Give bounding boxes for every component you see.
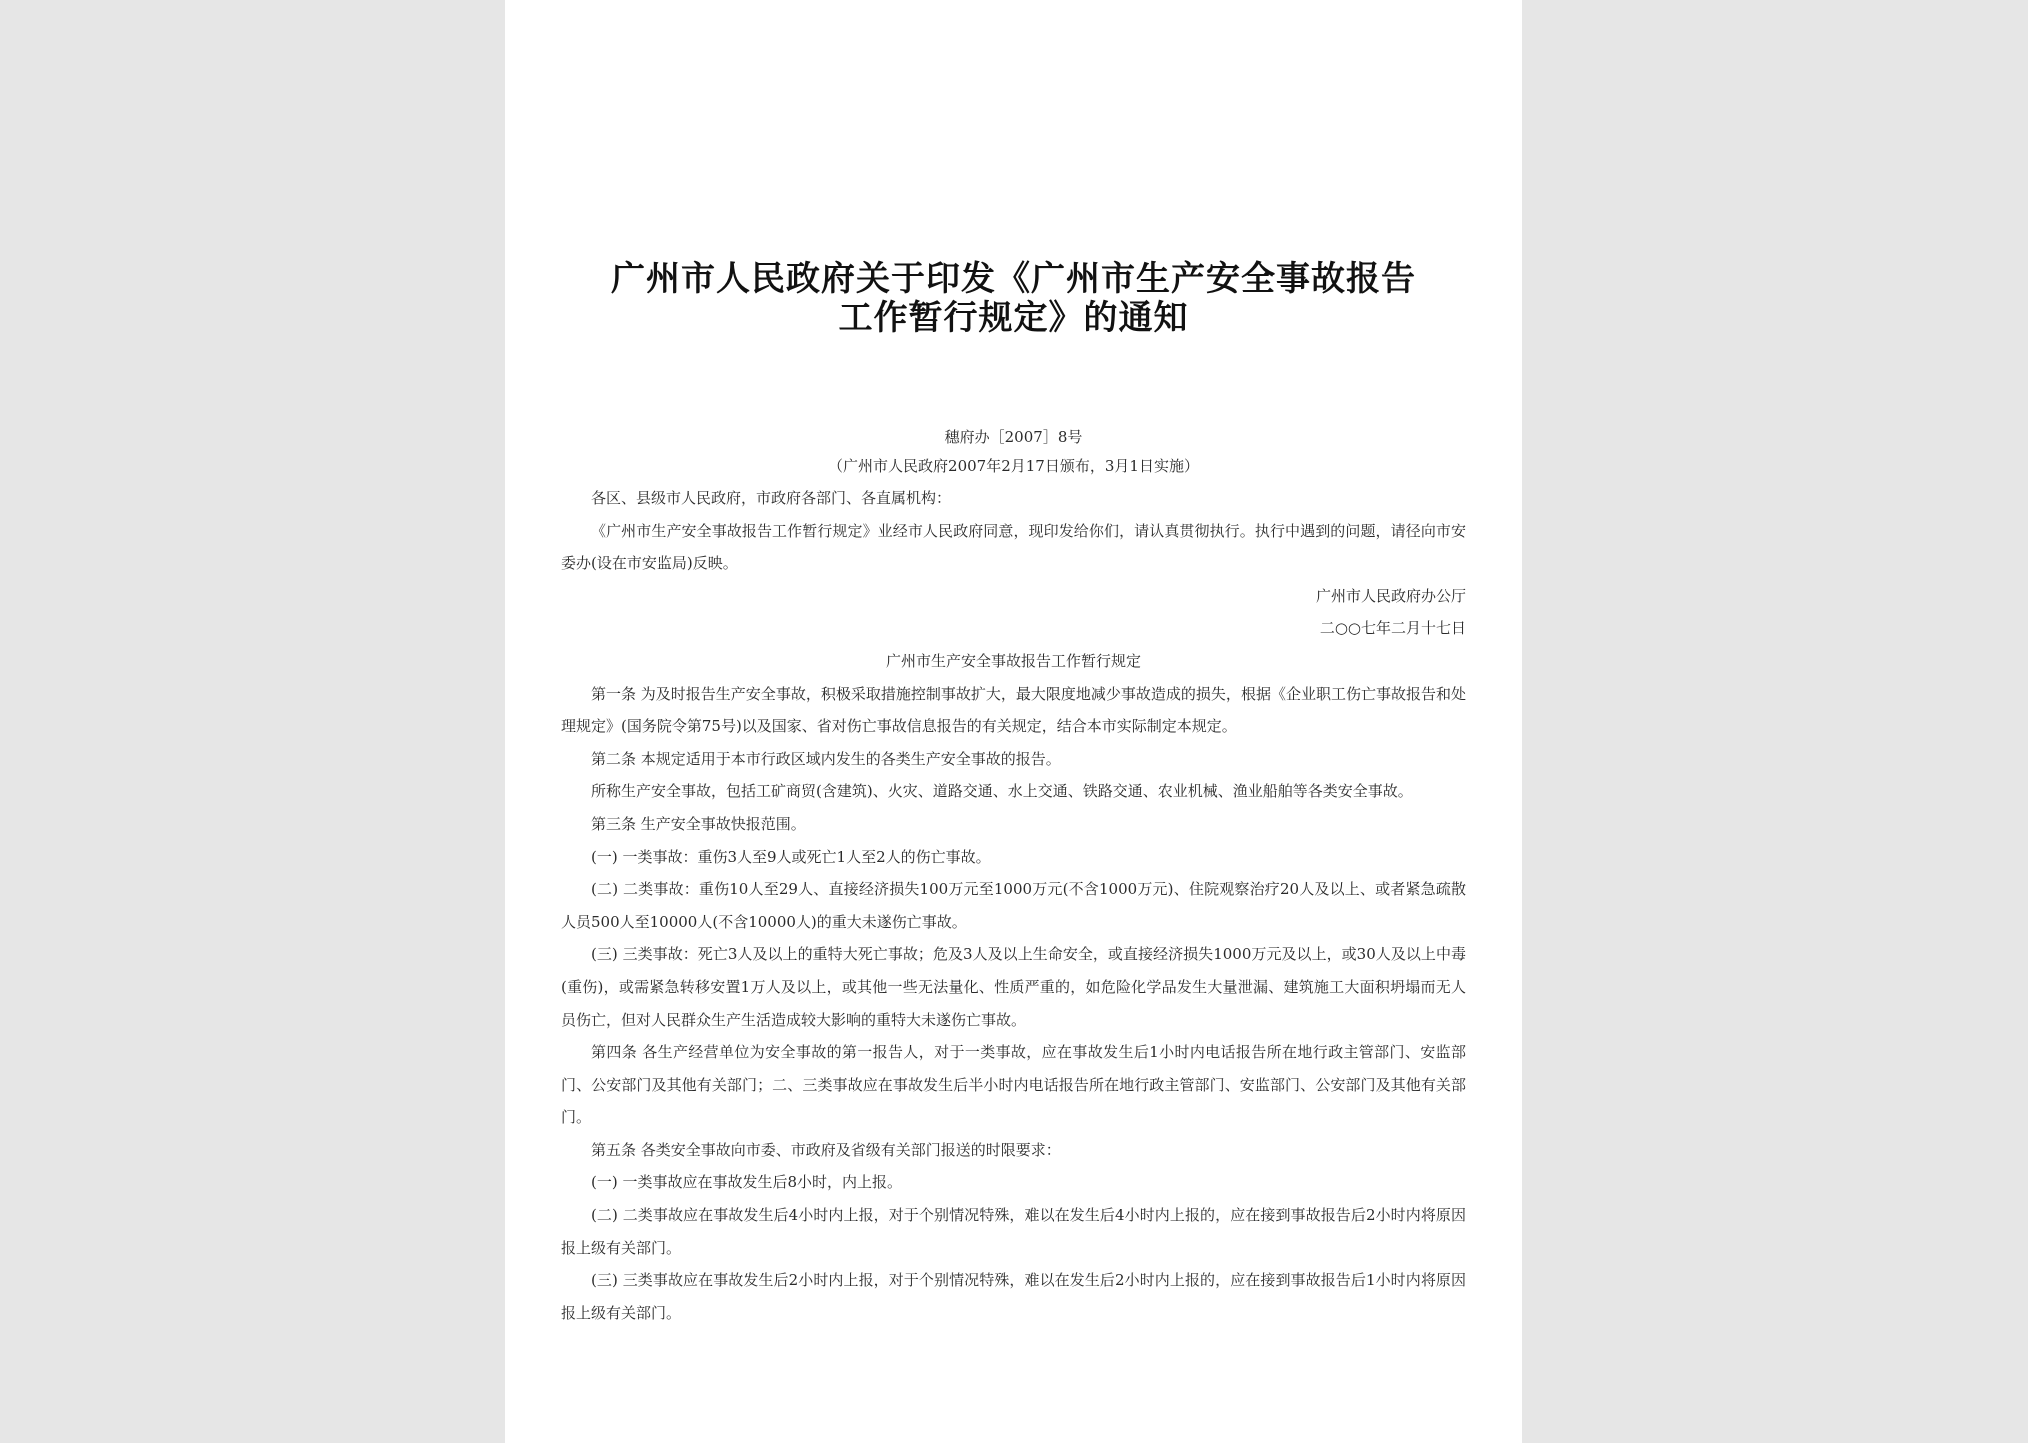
salutation: 各区、县级市人民政府，市政府各部门、各直属机构：	[591, 489, 952, 507]
article-2: 第二条 本规定适用于本市行政区域内发生的各类生产安全事故的报告。	[591, 749, 1061, 768]
issue-note: （广州市人民政府2007年2月17日颁布，3月1日实施）	[828, 457, 1199, 475]
title-line-1: 广州市人民政府关于印发《广州市生产安全事故报告	[611, 259, 1416, 299]
article-3-item-1: (一) 一类事故：重伤3人至9人或死亡1人至2人的伤亡事故。	[591, 847, 991, 866]
issuer: 广州市人民政府办公厅	[1315, 586, 1466, 605]
document-content	[561, 260, 1466, 1329]
intro-paragraph: 《广州市生产安全事故报告工作暂行规定》业经市人民政府同意，现印发给你们，请认真贯彻执行。执行中遇到的问题，请径向市安委办(设在市安监局)反映。	[561, 521, 1466, 573]
article-1: 第一条 为及时报告生产安全事故，积极采取措施控制事故扩大，最大限度地减少事故造成的损失，根据《企业职工伤亡事故报告和处理规定》(国务院令第75号)以及国家、省对伤亡事故信息报告的有关规定，结合本市实际制定本规定。	[561, 684, 1466, 736]
document-title	[561, 260, 1466, 338]
issue-date: 二○○七年二月十七日	[1319, 619, 1466, 638]
article-2-definition: 所称生产安全事故，包括工矿商贸(含建筑)、火灾、道路交通、水上交通、铁路交通、农业机械、渔业船舶等各类安全事故。	[591, 782, 1413, 801]
regulation-title: 广州市生产安全事故报告工作暂行规定	[885, 651, 1141, 670]
article-5: 第五条 各类安全事故向市委、市政府及省级有关部门报送的时限要求：	[591, 1140, 1061, 1159]
article-5-item-3: (三) 三类事故应在事故发生后2小时内上报，对于个别情况特殊，难以在发生后2小时内上报的，应在接到事故报告后1小时内将原因报上级有关部门。	[561, 1271, 1466, 1322]
article-3: 第三条 生产安全事故快报范围。	[591, 814, 806, 833]
document-number: 穗府办［2007］8号	[944, 428, 1083, 446]
article-5-item-1: (一) 一类事故应在事故发生后8小时，内上报。	[591, 1173, 903, 1192]
article-4: 第四条 各生产经营单位为安全事故的第一报告人，对于一类事故，应在事故发生后1小时内电话报告所在地行政主管部门、安监部门、公安部门及其他有关部门；二、三类事故应在事故发生后半小时内电话报告所在地行政主管部门、安监部门、公安部门及其他有关部门。	[561, 1043, 1466, 1127]
article-3-item-2: (二) 二类事故：重伤10人至29人、直接经济损失100万元至1000万元(不含1000万元)、住院观察治疗20人及以上、或者紧急疏散人员500人至10000人(不含10000人)的重大未遂伤亡事故。	[561, 880, 1466, 931]
article-5-item-2: (二) 二类事故应在事故发生后4小时内上报，对于个别情况特殊，难以在发生后4小时内上报的，应在接到事故报告后2小时内将原因报上级有关部门。	[561, 1206, 1466, 1257]
article-3-item-3: (三) 三类事故：死亡3人及以上的重特大死亡事故；危及3人及以上生命安全，或直接经济损失1000万元及以上，或30人及以上中毒(重伤)，或需紧急转移安置1万人及以上，或其他一些无法量化、性质严重的，如危险化学品发生大量泄漏、建筑施工大面积坍塌而无人员伤亡，但对人民群众生产生活造成较大影响的重特大未遂伤亡事故。	[561, 945, 1466, 1029]
document-page	[505, 0, 1522, 1443]
title-line-2: 工作暂行规定》的通知	[838, 298, 1189, 338]
